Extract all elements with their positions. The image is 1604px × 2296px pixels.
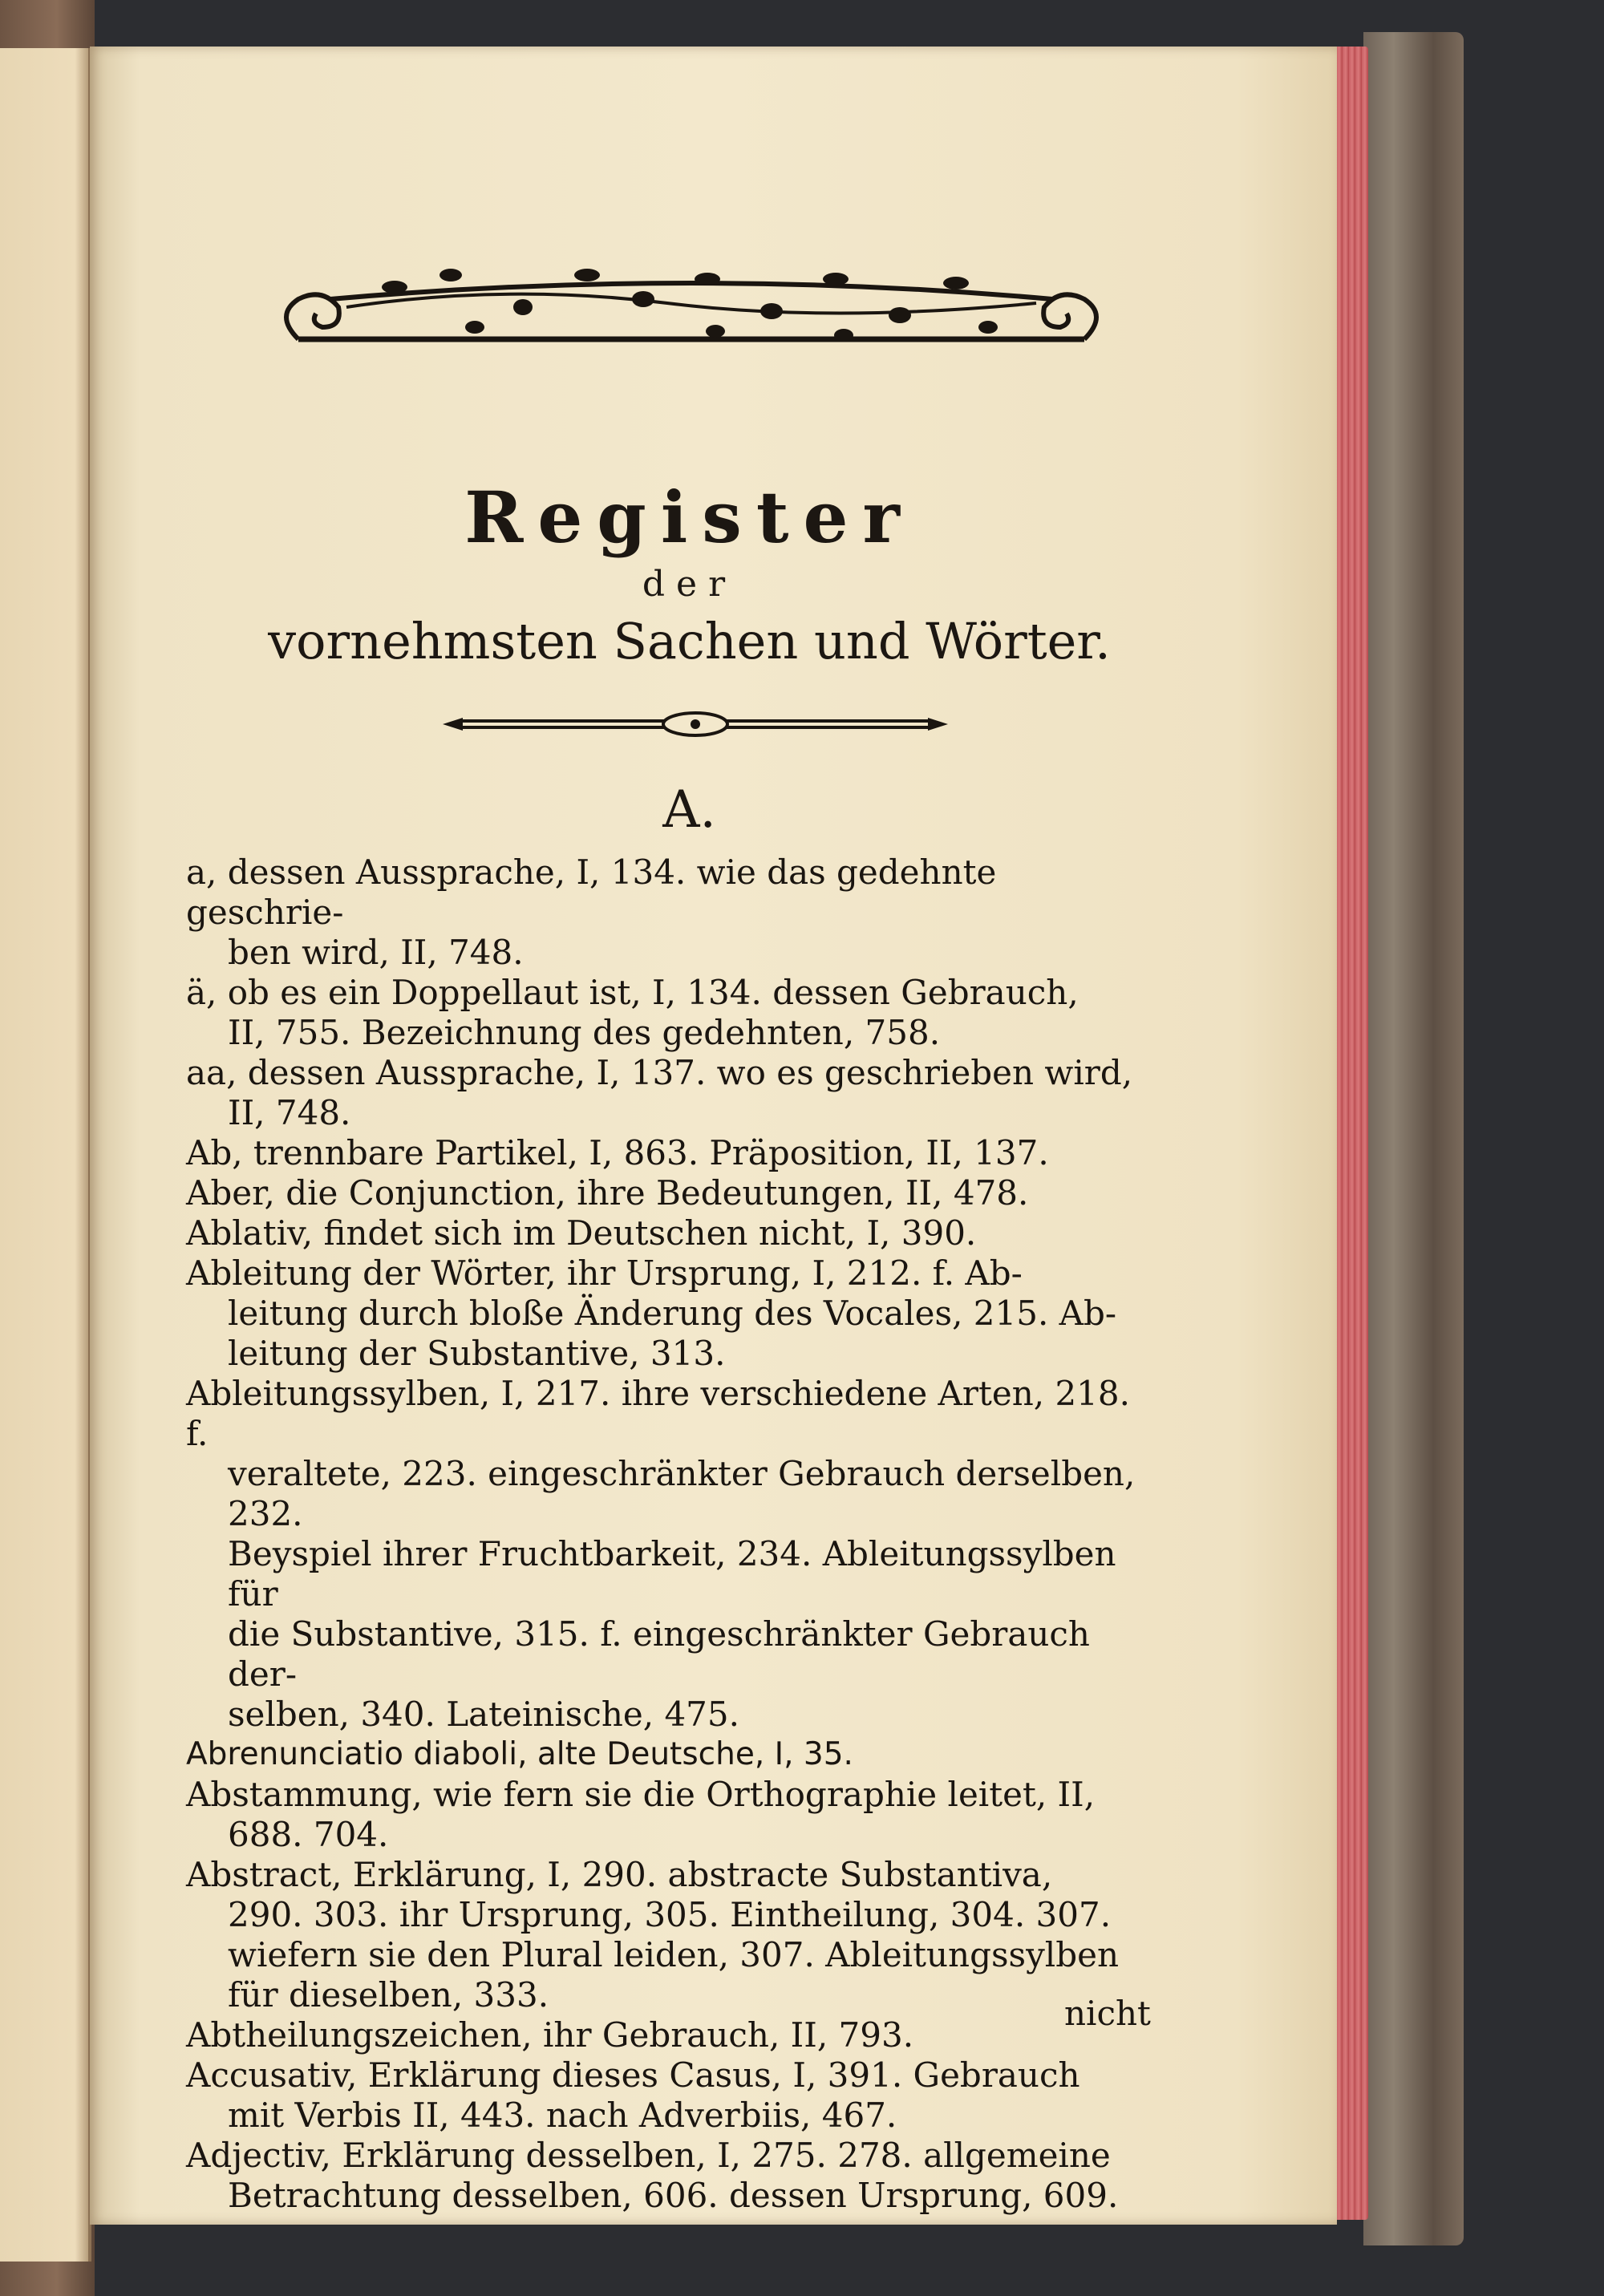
register-entry bbox=[186, 852, 1148, 973]
register-entry bbox=[186, 2055, 1148, 2136]
register-entries bbox=[186, 852, 1151, 2216]
entry-line: Ablativ, findet sich im Deutschen nicht, I, 390. bbox=[186, 1213, 977, 1253]
entry-line: II, 755. Bezeichnung des gedehnten, 758. bbox=[228, 1013, 941, 1052]
entry-line: die Substantive, 315. f. eingeschränkter Gebrauch der- bbox=[228, 1614, 1090, 1694]
entry-line: 688. 704. bbox=[228, 1815, 389, 1854]
entry-line: Ab, trennbare Partikel, I, 863. Präposition, II, 137. bbox=[186, 1133, 1049, 1172]
vine-ornament-headpiece bbox=[266, 251, 1116, 363]
entry-line: selben, 340. Lateinische, 475. bbox=[228, 1695, 739, 1734]
entry-line: ä, ob es ein Doppellaut ist, I, 134. dessen Gebrauch, bbox=[186, 973, 1079, 1012]
entry-line: a, dessen Aussprache, I, 134. wie das gedehnte geschrie- bbox=[186, 852, 997, 932]
register-entry bbox=[186, 1735, 1148, 1775]
entry-line: Adjectiv, Erklärung desselben, I, 275. 278. allgemeine bbox=[186, 2136, 1111, 2175]
register-entry bbox=[186, 1213, 1148, 1253]
register-entry bbox=[186, 973, 1148, 1053]
entry-line: Abstract, Erklärung, I, 290. abstracte Substantiva, bbox=[186, 1855, 1053, 1894]
page-subtitle: vornehmsten Sachen und Wörter. bbox=[268, 612, 1111, 670]
register-entry bbox=[186, 1053, 1148, 1133]
entry-line: Abrenunciatio diaboli, alte Deutsche, I, 35. bbox=[186, 1736, 853, 1772]
entry-line: 290. 303. ihr Ursprung, 305. Eintheilung, 304. 307. bbox=[228, 1895, 1112, 1934]
decorative-rule bbox=[435, 708, 956, 740]
book-cover-right bbox=[1363, 32, 1464, 2245]
register-entry bbox=[186, 1374, 1148, 1735]
entry-line: Ableitung der Wörter, ihr Ursprung, I, 212. f. Ab- bbox=[186, 1253, 1023, 1293]
entry-line: Beyspiel ihrer Fruchtbarkeit, 234. Ableitungssylben für bbox=[228, 1534, 1116, 1614]
entry-line: leitung der Substantive, 313. bbox=[228, 1334, 726, 1373]
register-entry bbox=[186, 1253, 1148, 1374]
section-letter: A. bbox=[662, 780, 716, 840]
entry-line: veraltete, 223. eingeschränkter Gebrauch derselben, 232. bbox=[228, 1454, 1136, 1533]
entry-line: Abtheilungszeichen, ihr Gebrauch, II, 793. bbox=[186, 2015, 914, 2055]
entry-line: leitung durch bloße Änderung des Vocales, 215. Ab- bbox=[228, 1294, 1117, 1333]
page-title: Register bbox=[464, 476, 914, 559]
register-entry bbox=[186, 2015, 1148, 2055]
register-entry bbox=[186, 1133, 1148, 1173]
register-entry bbox=[186, 1173, 1148, 1213]
entry-line: II, 748. bbox=[228, 1093, 351, 1132]
entry-line: Abstammung, wie fern sie die Orthographie leitet, II, bbox=[186, 1775, 1096, 1814]
book-page bbox=[90, 47, 1337, 2225]
entry-line: ben wird, II, 748. bbox=[228, 933, 524, 972]
register-entry bbox=[186, 2136, 1148, 2216]
catchword: nicht bbox=[1064, 1994, 1151, 2033]
entry-line: Ableitungssylben, I, 217. ihre verschiedene Arten, 218. f. bbox=[186, 1374, 1130, 1453]
entry-line: Betrachtung desselben, 606. dessen Ursprung, 609. bbox=[228, 2176, 1119, 2215]
entry-line: Aber, die Conjunction, ihre Bedeutungen, II, 478. bbox=[186, 1173, 1029, 1213]
register-entry bbox=[186, 1775, 1148, 1855]
entry-line: aa, dessen Aussprache, I, 137. wo es geschrieben wird, bbox=[186, 1053, 1133, 1092]
entry-line: für dieselben, 333. bbox=[228, 1975, 549, 2015]
register-entry bbox=[186, 1855, 1148, 2015]
title-connector: der bbox=[642, 564, 737, 605]
entry-line: Accusativ, Erklärung dieses Casus, I, 391. Gebrauch bbox=[186, 2055, 1080, 2095]
left-page-edge bbox=[0, 48, 91, 2262]
entry-line: wiefern sie den Plural leiden, 307. Ableitungssylben bbox=[228, 1935, 1120, 1974]
entry-line: mit Verbis II, 443. nach Adverbiis, 467. bbox=[228, 2096, 897, 2135]
